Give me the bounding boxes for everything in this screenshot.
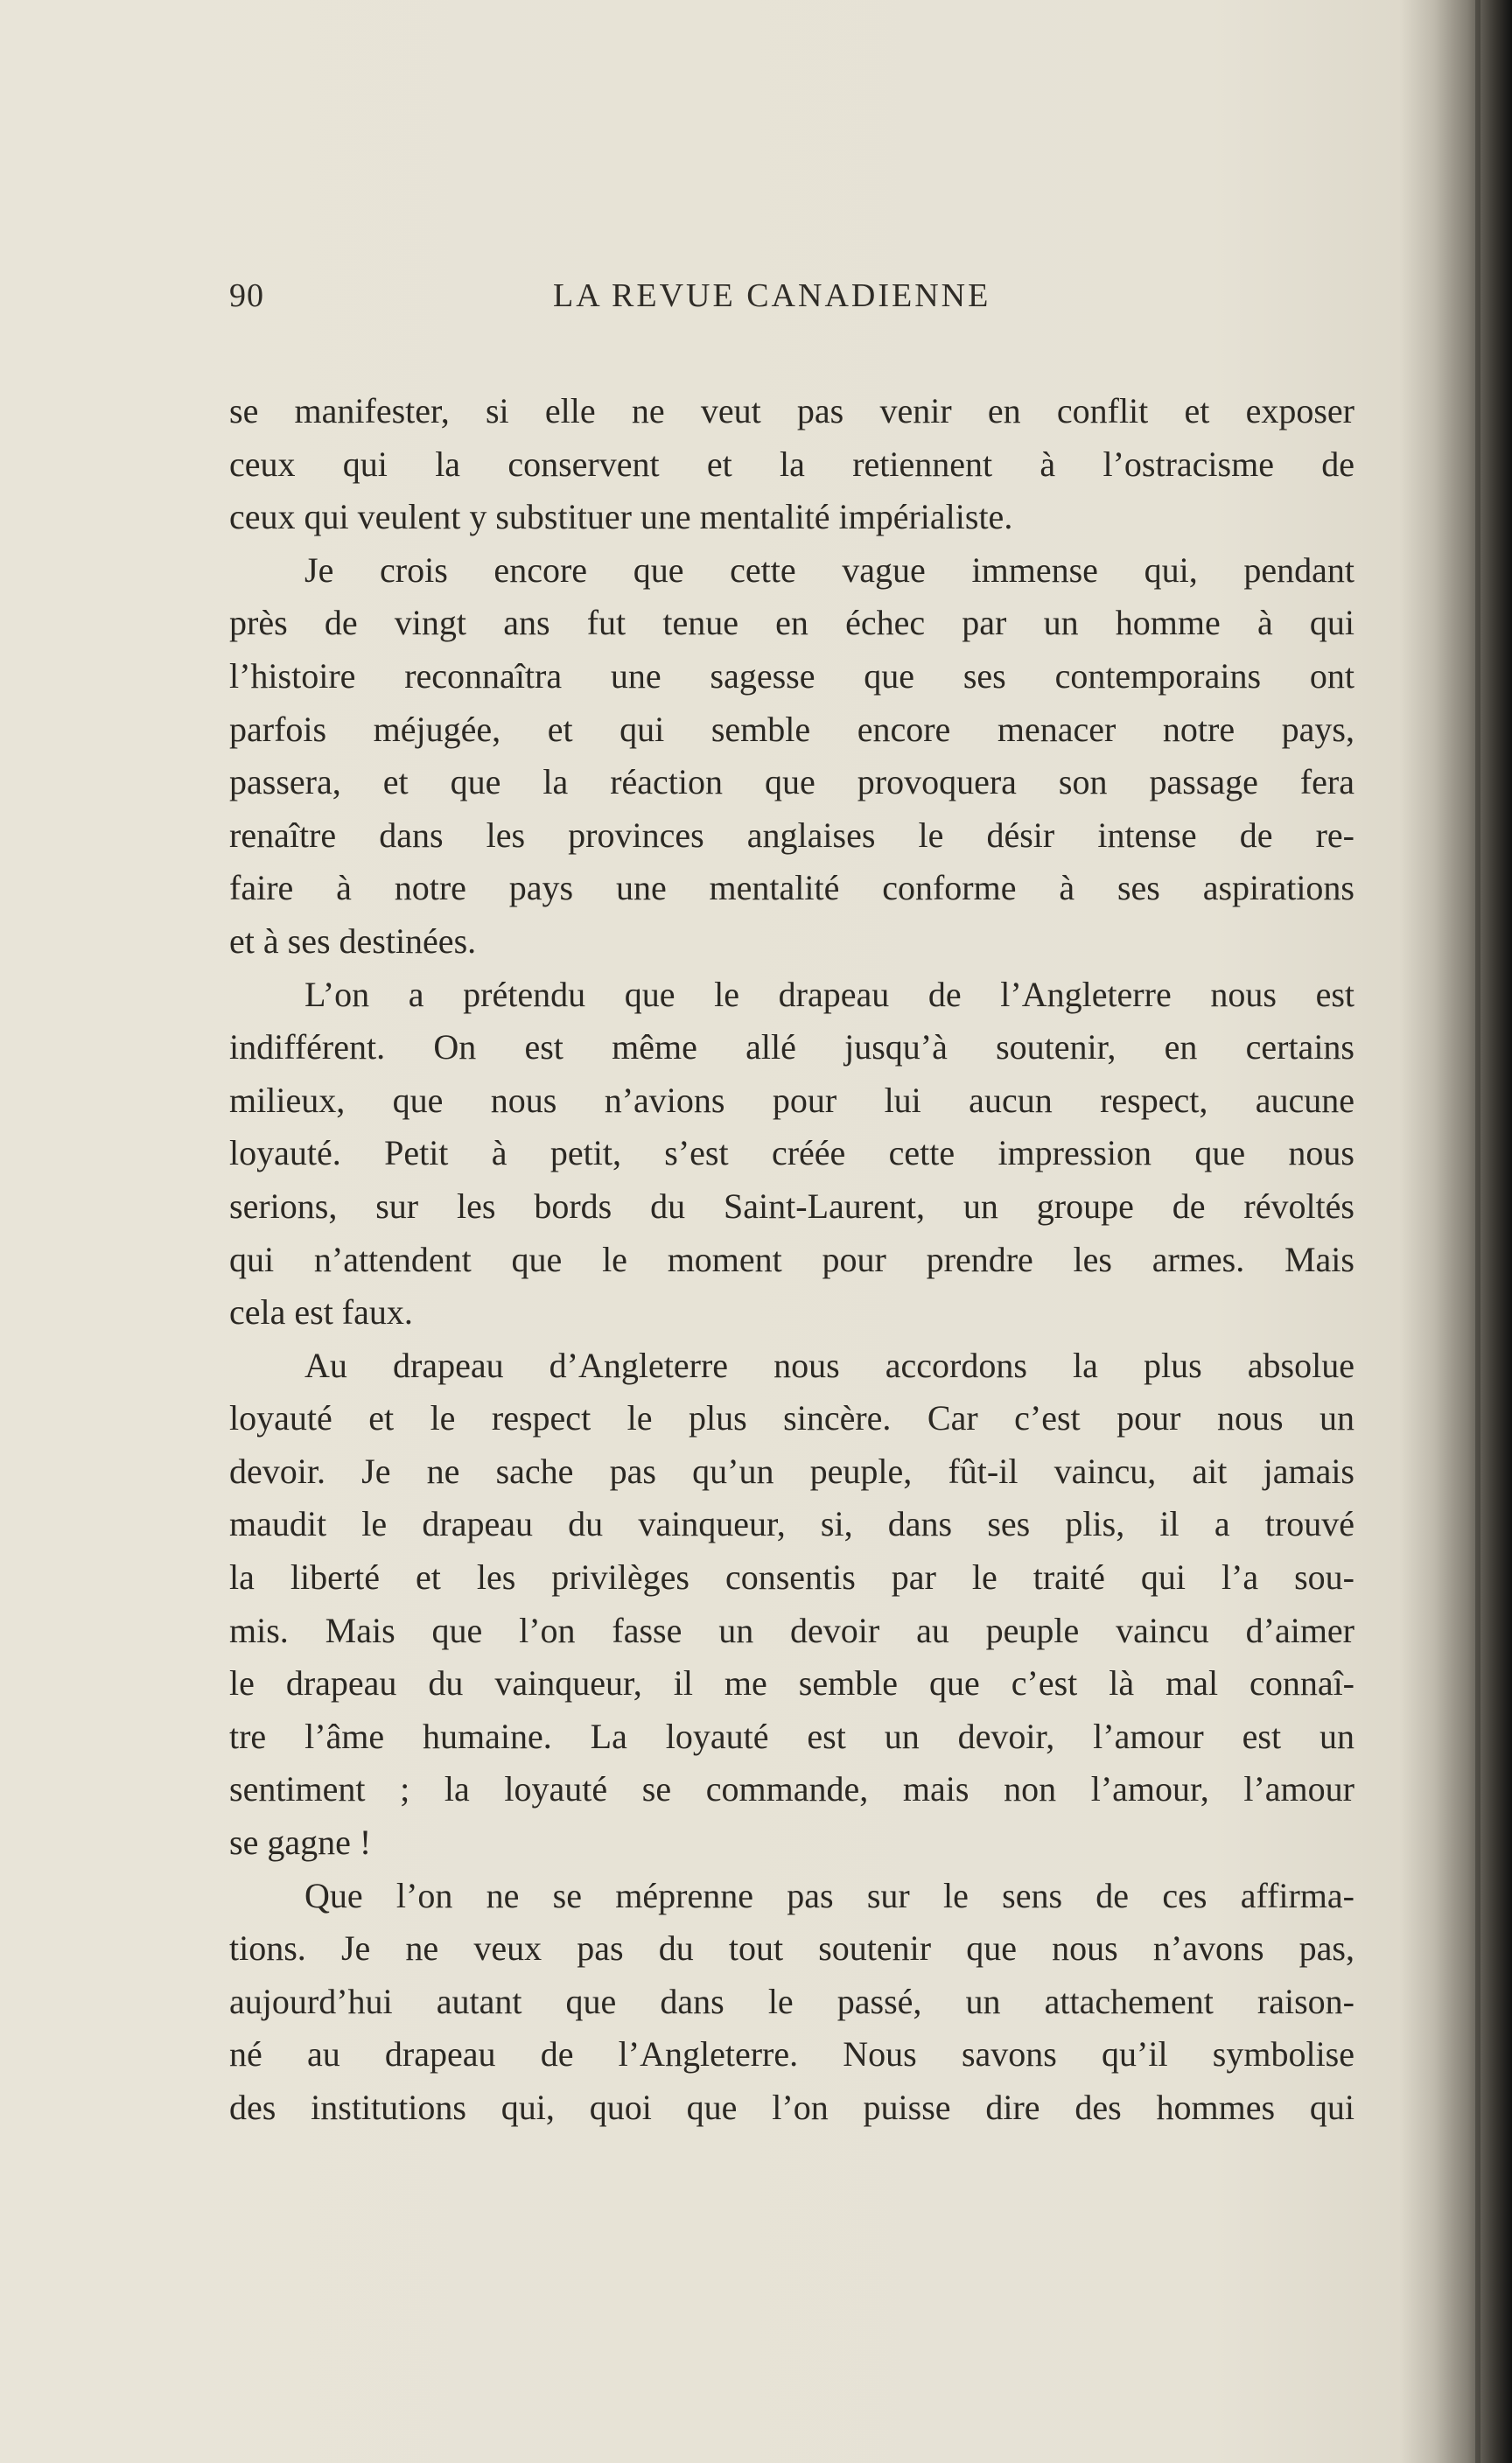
text-line: près de vingt ans fut tenue en échec par un homme à qui (229, 603, 1354, 643)
text-line: aujourd’hui autant que dans le passé, un attachement raison- (229, 1981, 1354, 2021)
text-line: l’histoire reconnaîtra une sagesse que ses contemporains ont (229, 655, 1354, 696)
text-line: cela est faux. (229, 1292, 413, 1333)
page-edge-line (1475, 0, 1480, 2463)
text-line: des institutions qui, quoi que l’on puisse dire des hommes qui (229, 2088, 1354, 2127)
text-line: serions, sur les bords du Saint-Laurent, un groupe de révoltés (229, 1186, 1354, 1226)
text-line: Au drapeau d’Angleterre nous accordons la plus absolue (304, 1345, 1354, 1385)
text-line: parfois méjugée, et qui semble encore menacer notre pays, (229, 709, 1354, 749)
text-line: Je crois encore que cette vague immense qui, pendant (304, 549, 1354, 590)
text-line: la liberté et les privilèges consentis par le traité qui l’a sou- (229, 1557, 1354, 1598)
text-line: indifférent. On est même allé jusqu’à soutenir, en certains (229, 1027, 1354, 1067)
text-line: loyauté. Petit à petit, s’est créée cette impression que nous (229, 1133, 1354, 1173)
text-line: ceux qui veulent y substituer une mentalité impérialiste. (229, 497, 1013, 537)
text-line: passera, et que la réaction que provoquera son passage fera (229, 762, 1354, 802)
text-line: se manifester, si elle ne veut pas venir en conflit et exposer (229, 391, 1354, 430)
text-line: sentiment ; la loyauté se commande, mais non l’amour, l’amour (229, 1769, 1354, 1809)
text-line: le drapeau du vainqueur, il me semble que c’est là mal connaî- (229, 1663, 1354, 1704)
text-line: mis. Mais que l’on fasse un devoir au peuple vaincu d’aimer (229, 1610, 1354, 1650)
text-line: né au drapeau de l’Angleterre. Nous savons qu’il symbolise (229, 2034, 1354, 2075)
body-text (229, 385, 1354, 2135)
text-line: faire à notre pays une mentalité conforme à ses aspirations (229, 868, 1354, 908)
text-line: devoir. Je ne sache pas qu’un peuple, fût-il vaincu, ait jamais (229, 1451, 1354, 1491)
running-head (229, 276, 1367, 329)
text-line: et à ses destinées. (229, 920, 477, 961)
text-line: tions. Je ne veux pas du tout soutenir que nous n’avons pas, (229, 1928, 1354, 1969)
page-number: 90 (229, 277, 264, 314)
text-line: qui n’attendent que le moment pour prendre les armes. Mais (229, 1239, 1354, 1279)
text-line: ceux qui la conservent et la retiennent à l’ostracisme de (229, 444, 1354, 484)
page-edge-shadow (1400, 0, 1512, 2463)
text-line: loyauté et le respect le plus sincère. Car c’est pour nous un (229, 1398, 1354, 1438)
text-line: L’on a prétendu que le drapeau de l’Angleterre nous est (304, 974, 1354, 1014)
text-line: se gagne ! (229, 1823, 372, 1863)
journal-title: LA REVUE CANADIENNE (553, 277, 991, 314)
text-line: renaître dans les provinces anglaises le désir intense de re- (229, 815, 1354, 855)
text-line: Que l’on ne se méprenne pas sur le sens de ces affirma- (304, 1875, 1354, 1915)
text-line: maudit le drapeau du vainqueur, si, dans ses plis, il a trouvé (229, 1504, 1354, 1544)
text-line: milieux, que nous n’avions pour lui aucun respect, aucune (229, 1080, 1354, 1120)
text-line: tre l’âme humaine. La loyauté est un devoir, l’amour est un (229, 1716, 1354, 1756)
